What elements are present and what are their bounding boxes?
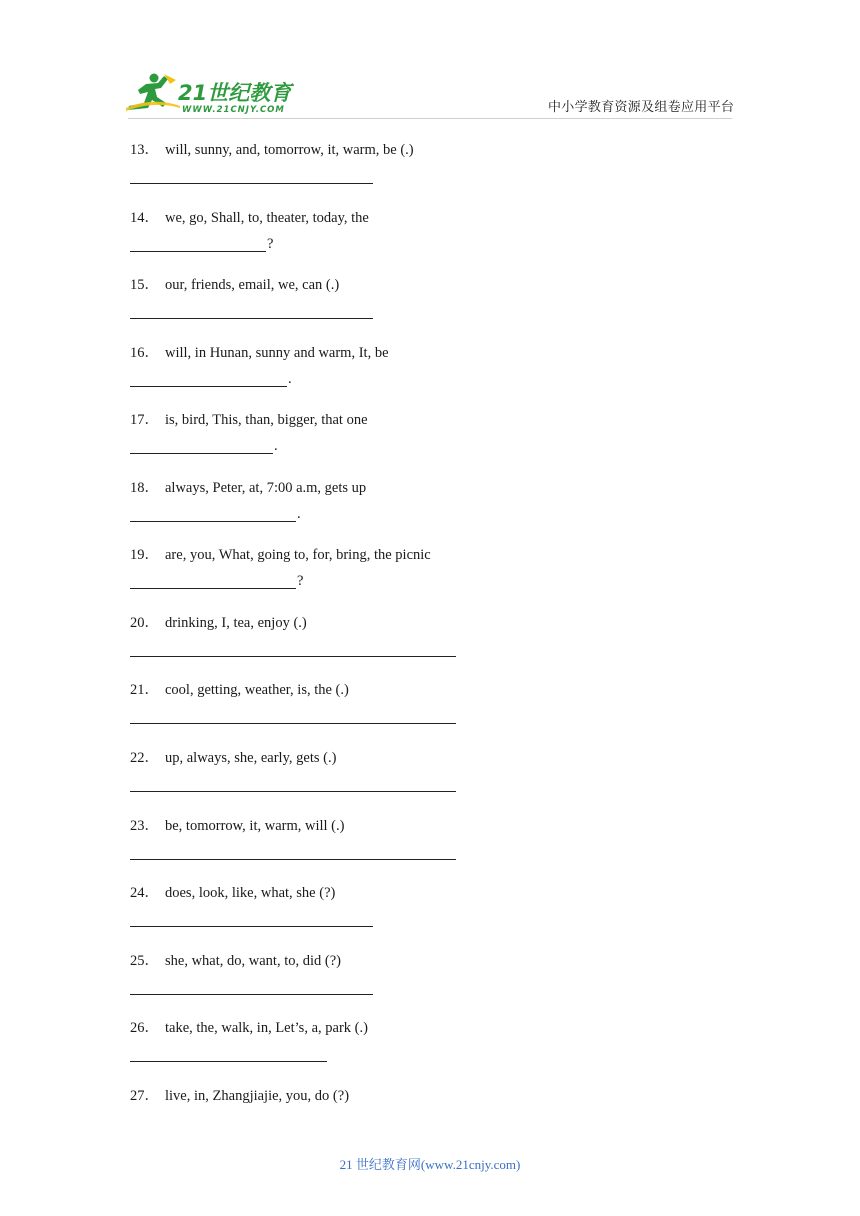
svg-text:21世纪教育: 21世纪教育 bbox=[178, 81, 292, 105]
answer-line[interactable] bbox=[130, 706, 457, 724]
question-item bbox=[130, 678, 770, 738]
question-text: be, tomorrow, it, warm, will (.) bbox=[165, 818, 345, 834]
platform-title: 中小学教育资源及组卷应用平台 bbox=[548, 100, 735, 115]
question-text: up, always, she, early, gets (.) bbox=[165, 750, 337, 766]
question-text: our, friends, email, we, can (.) bbox=[165, 277, 340, 293]
question-text: she, what, do, want, to, did (?) bbox=[165, 953, 341, 969]
question-item bbox=[130, 881, 770, 941]
answer-line[interactable] bbox=[130, 639, 457, 657]
question-item bbox=[130, 1016, 770, 1076]
question-item bbox=[130, 949, 770, 1009]
question-item bbox=[130, 814, 770, 874]
question-item bbox=[130, 408, 770, 468]
header-divider bbox=[128, 118, 732, 119]
question-item bbox=[130, 1084, 770, 1144]
question-number: 15． bbox=[130, 277, 159, 293]
question-item bbox=[130, 273, 770, 333]
question-text: will, in Hunan, sunny and warm, It, be bbox=[165, 345, 389, 361]
svg-text:WWW.21CNJY.COM: WWW.21CNJY.COM bbox=[182, 105, 285, 115]
answer-line[interactable]: . bbox=[130, 436, 278, 454]
question-number: 19． bbox=[130, 547, 159, 563]
answer-line[interactable]: ? bbox=[130, 571, 303, 589]
question-text: take, the, walk, in, Let’s, a, park (.) bbox=[165, 1020, 368, 1036]
question-number: 21． bbox=[130, 682, 159, 698]
question-text: is, bird, This, than, bigger, that one bbox=[165, 412, 368, 428]
question-text: drinking, I, tea, enjoy (.) bbox=[165, 615, 307, 631]
question-number: 13． bbox=[130, 142, 159, 158]
site-logo bbox=[124, 70, 294, 116]
question-number: 27． bbox=[130, 1088, 159, 1104]
question-item bbox=[130, 341, 770, 401]
runner-logo-icon bbox=[124, 70, 294, 116]
question-number: 26． bbox=[130, 1020, 159, 1036]
question-number: 24． bbox=[130, 885, 159, 901]
page-header bbox=[0, 0, 860, 120]
question-text: does, look, like, what, she (?) bbox=[165, 885, 336, 901]
question-text: always, Peter, at, 7:00 a.m, gets up bbox=[165, 480, 367, 496]
question-number: 14． bbox=[130, 210, 159, 226]
question-text: live, in, Zhangjiajie, you, do (?) bbox=[165, 1088, 350, 1104]
question-text: we, go, Shall, to, theater, today, the bbox=[165, 210, 369, 226]
question-number: 18． bbox=[130, 480, 159, 496]
answer-line[interactable]: . bbox=[130, 504, 301, 522]
question-number: 22． bbox=[130, 750, 159, 766]
question-item bbox=[130, 746, 770, 806]
question-number: 16． bbox=[130, 345, 159, 361]
answer-line[interactable]: ? bbox=[130, 234, 273, 252]
page-footer: 21 世纪教育网(www.21cnjy.com) bbox=[339, 1157, 521, 1172]
question-item bbox=[130, 543, 770, 603]
question-item bbox=[130, 476, 770, 536]
answer-line[interactable]: . bbox=[130, 369, 292, 387]
question-item bbox=[130, 611, 770, 671]
question-number: 25． bbox=[130, 953, 159, 969]
answer-line[interactable] bbox=[130, 301, 374, 319]
question-number: 20． bbox=[130, 615, 159, 631]
answer-line[interactable] bbox=[130, 842, 457, 860]
question-text: cool, getting, weather, is, the (.) bbox=[165, 682, 349, 698]
question-item bbox=[130, 138, 770, 198]
answer-line[interactable] bbox=[130, 909, 374, 927]
question-number: 23． bbox=[130, 818, 159, 834]
answer-line[interactable] bbox=[130, 774, 457, 792]
answer-line[interactable] bbox=[130, 977, 374, 995]
question-text: will, sunny, and, tomorrow, it, warm, be (.) bbox=[165, 142, 414, 158]
question-number: 17． bbox=[130, 412, 159, 428]
answer-line[interactable] bbox=[130, 166, 374, 184]
question-text: are, you, What, going to, for, bring, the picnic bbox=[165, 547, 431, 563]
answer-line[interactable] bbox=[130, 1044, 328, 1062]
question-item bbox=[130, 206, 770, 266]
